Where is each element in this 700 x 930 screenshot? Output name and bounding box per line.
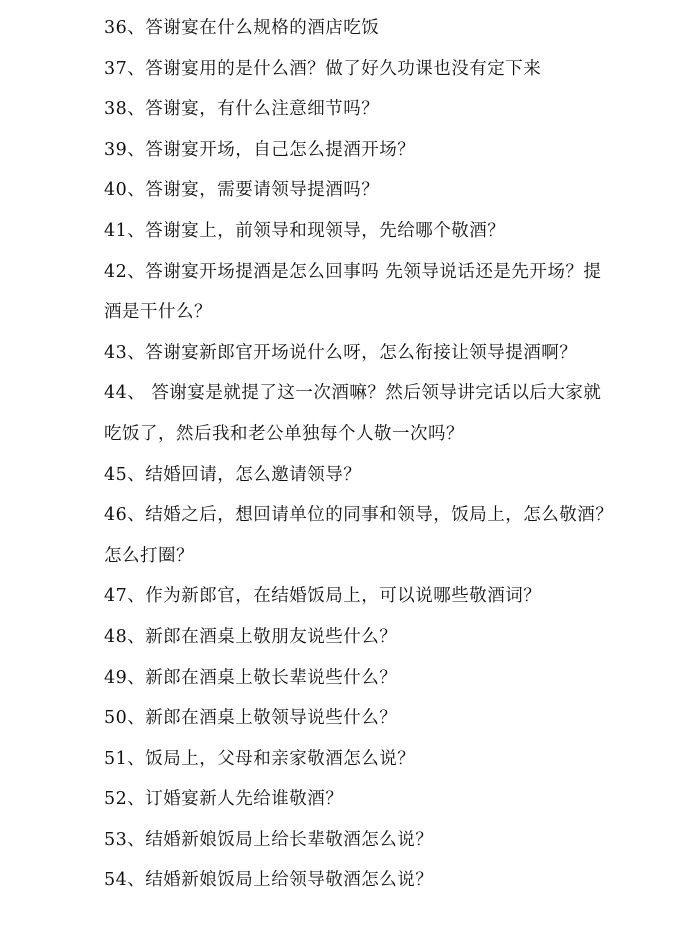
question-line: 40、答谢宴，需要请领导提酒吗？	[104, 180, 380, 201]
question-line: 49、新郎在酒桌上敬长辈说些什么？	[104, 667, 398, 688]
question-line-continuation: 怎么打圈？	[104, 545, 194, 566]
question-line: 43、答谢宴新郎官开场说什么呀，怎么衔接让领导提酒啊？	[104, 342, 578, 363]
question-line: 36、答谢宴在什么规格的酒店吃饭	[104, 18, 380, 38]
question-line: 44、 答谢宴是就提了这一次酒嘛？然后领导讲完话以后大家就	[104, 383, 602, 404]
question-line: 39、答谢宴开场，自己怎么提酒开场？	[104, 139, 416, 160]
question-line: 53、结婚新娘饭局上给长辈敬酒怎么说？	[104, 829, 434, 850]
question-line-continuation: 酒是干什么？	[104, 302, 212, 323]
question-line: 51、饭局上，父母和亲家敬酒怎么说？	[104, 748, 416, 769]
question-line: 38、答谢宴，有什么注意细节吗？	[104, 99, 380, 120]
question-line: 54、结婚新娘饭局上给领导敬酒怎么说？	[104, 870, 434, 891]
question-line: 41、答谢宴上，前领导和现领导，先给哪个敬酒？	[104, 220, 506, 241]
question-line: 47、作为新郎官，在结婚饭局上，可以说哪些敬酒词？	[104, 586, 542, 607]
question-list	[104, 8, 664, 901]
question-line: 50、新郎在酒桌上敬领导说些什么？	[104, 708, 398, 729]
question-line: 52、订婚宴新人先给谁敬酒？	[104, 789, 344, 810]
question-line: 46、结婚之后，想回请单位的同事和领导，饭局上，怎么敬酒？	[104, 505, 614, 526]
question-line: 45、结婚回请，怎么邀请领导？	[104, 464, 362, 485]
question-line: 37、答谢宴用的是什么酒？做了好久功课也没有定下来	[104, 58, 542, 79]
question-line: 48、新郎在酒桌上敬朋友说些什么？	[104, 626, 398, 647]
question-line-continuation: 吃饭了，然后我和老公单独每个人敬一次吗？	[104, 423, 464, 444]
question-line: 42、答谢宴开场提酒是怎么回事吗 先领导说话还是先开场？提	[104, 261, 602, 282]
